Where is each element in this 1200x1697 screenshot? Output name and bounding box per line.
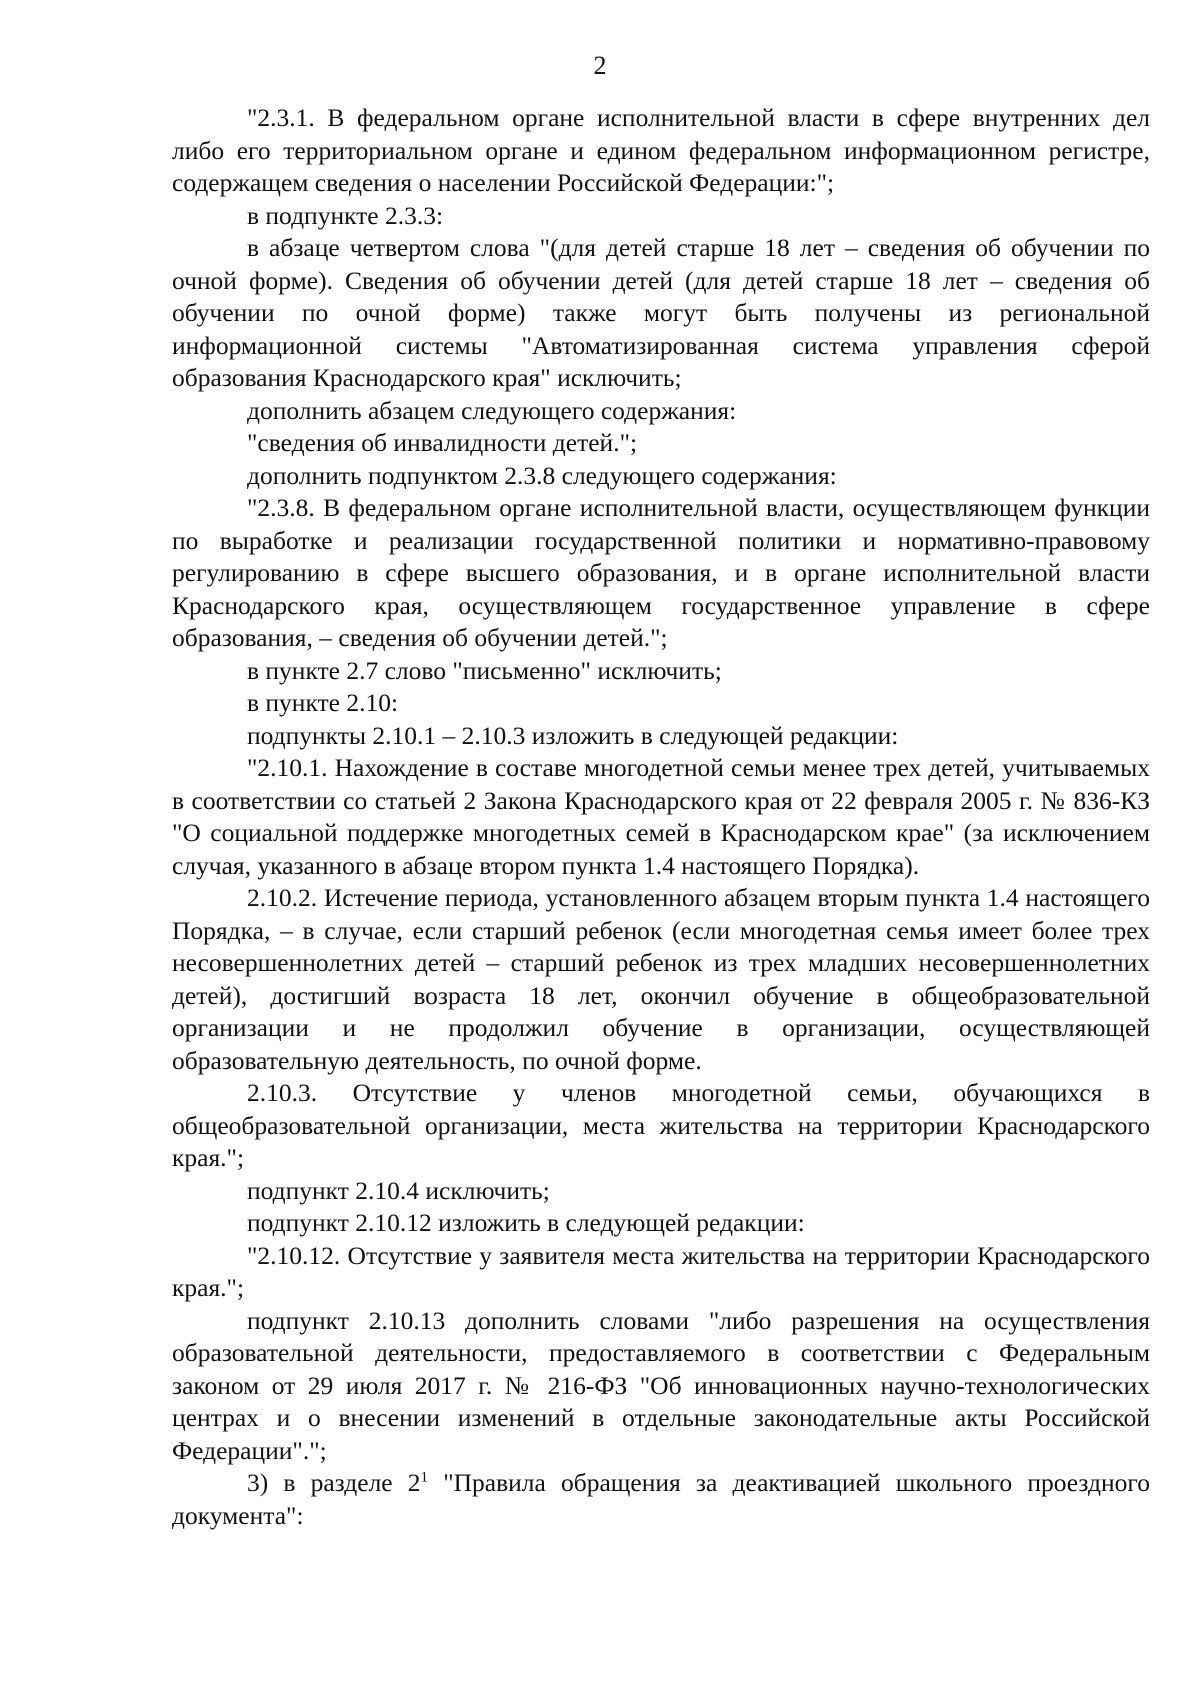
paragraph-2-10-4: подпункт 2.10.4 исключить; — [247, 1175, 550, 1205]
paragraph-section-2-1 — [172, 1467, 1150, 1532]
paragraph-abzac-fourth: в абзаце четвертом слова "(для детей старше 18 лет – сведения об обучении по очной форме). Сведения об обучении детей (для детей старше 18 лет – сведения об обучении по очной форме) также могут быть получены из региональной информационной системы "Автоматизированная система управления сферой образования Краснодарского края" исключить; — [172, 233, 1150, 392]
paragraph-2-10-1: "2.10.1. Нахождение в составе многодетной семьи менее трех детей, учитываемых в соответствии со статьей 2 Закона Краснодарского края от 22 февраля 2005 г. № 836-КЗ "О социальной поддержке многодетных семей в Краснодарском крае" (за исключением случая, указанного в абзаце втором пункта 1.4 настоящего Порядка). — [172, 753, 1150, 880]
paragraph-2-10-12: "2.10.12. Отсутствие у заявителя места жительства на территории Краснодарского края."; — [172, 1240, 1150, 1302]
paragraph-2-10-12-intro: подпункт 2.10.12 изложить в следующей редакции: — [247, 1208, 805, 1237]
paragraph-2-3-8: "2.3.8. В федеральном органе исполнительной власти, осуществляющем функции по выработке и реализации государственной политики и нормативно-правовому регулированию в сфере высшего образования, и в органе исполнительной власти Краснодарского края, осуществляющем государственное управление в сфере образования, – сведения об обучении детей."; — [172, 493, 1150, 652]
paragraph-2-10-3: 2.10.3. Отсутствие у членов многодетной семьи, обучающихся в общеобразовательной организации, места жительства на территории Краснодарского края."; — [172, 1078, 1150, 1172]
paragraph-2-10-2: 2.10.2. Истечение периода, установленного абзацем вторым пункта 1.4 настоящего Порядка, – в случае, если старший ребенок (если многодетная семья имеет более трех несовершеннолетних детей – старший ребенок из трех младших несовершеннолетних детей), достигший возраста 18 лет, окончил обучение в общеобразовательной организации и не продолжил обучение в организации, осуществляющей образовательную деятельность, по очной форме. — [172, 883, 1150, 1075]
paragraph-add-2-3-8: дополнить подпунктом 2.3.8 следующего содержания: — [247, 460, 837, 490]
section-title-text: "Правила обращения за деактивацией школьного проездного документа": — [172, 1468, 1150, 1530]
paragraph-subpoints-2-10-1-3: подпункты 2.10.1 – 2.10.3 изложить в следующей редакции: — [247, 720, 899, 750]
section-ref-text: 3) в разделе 2 — [247, 1468, 421, 1497]
paragraph-add-abzac: дополнить абзацем следующего содержания: — [247, 395, 737, 425]
document-body — [172, 102, 1150, 1532]
paragraph-subpoint-2-3-3: в подпункте 2.3.3: — [247, 200, 444, 230]
page-number: 2 — [593, 51, 607, 80]
section-superscript: 1 — [420, 1469, 429, 1486]
paragraph-point-2-10: в пункте 2.10: — [247, 688, 399, 717]
paragraph-2-10-13: подпункт 2.10.13 дополнить словами "либо разрешения на осуществления образовательной деятельности, предоставляемого в соответствии с Федеральным законом от 29 июля 2017 г. № 216-ФЗ "Об инновационных научно-технологических центрах и о внесении изменений в отдельные законодательные акты Российской Федерации"."; — [172, 1305, 1150, 1465]
paragraph-disability-info: "сведения об инвалидности детей."; — [247, 428, 638, 457]
paragraph-point-2-7: в пункте 2.7 слово "письменно" исключить; — [247, 655, 722, 685]
paragraph-2-3-1: "2.3.1. В федеральном органе исполнительной власти в сфере внутренних дел либо его территориальном органе и едином федеральном информационном регистре, содержащем сведения о населении Российской Федерации:"; — [172, 103, 1150, 197]
